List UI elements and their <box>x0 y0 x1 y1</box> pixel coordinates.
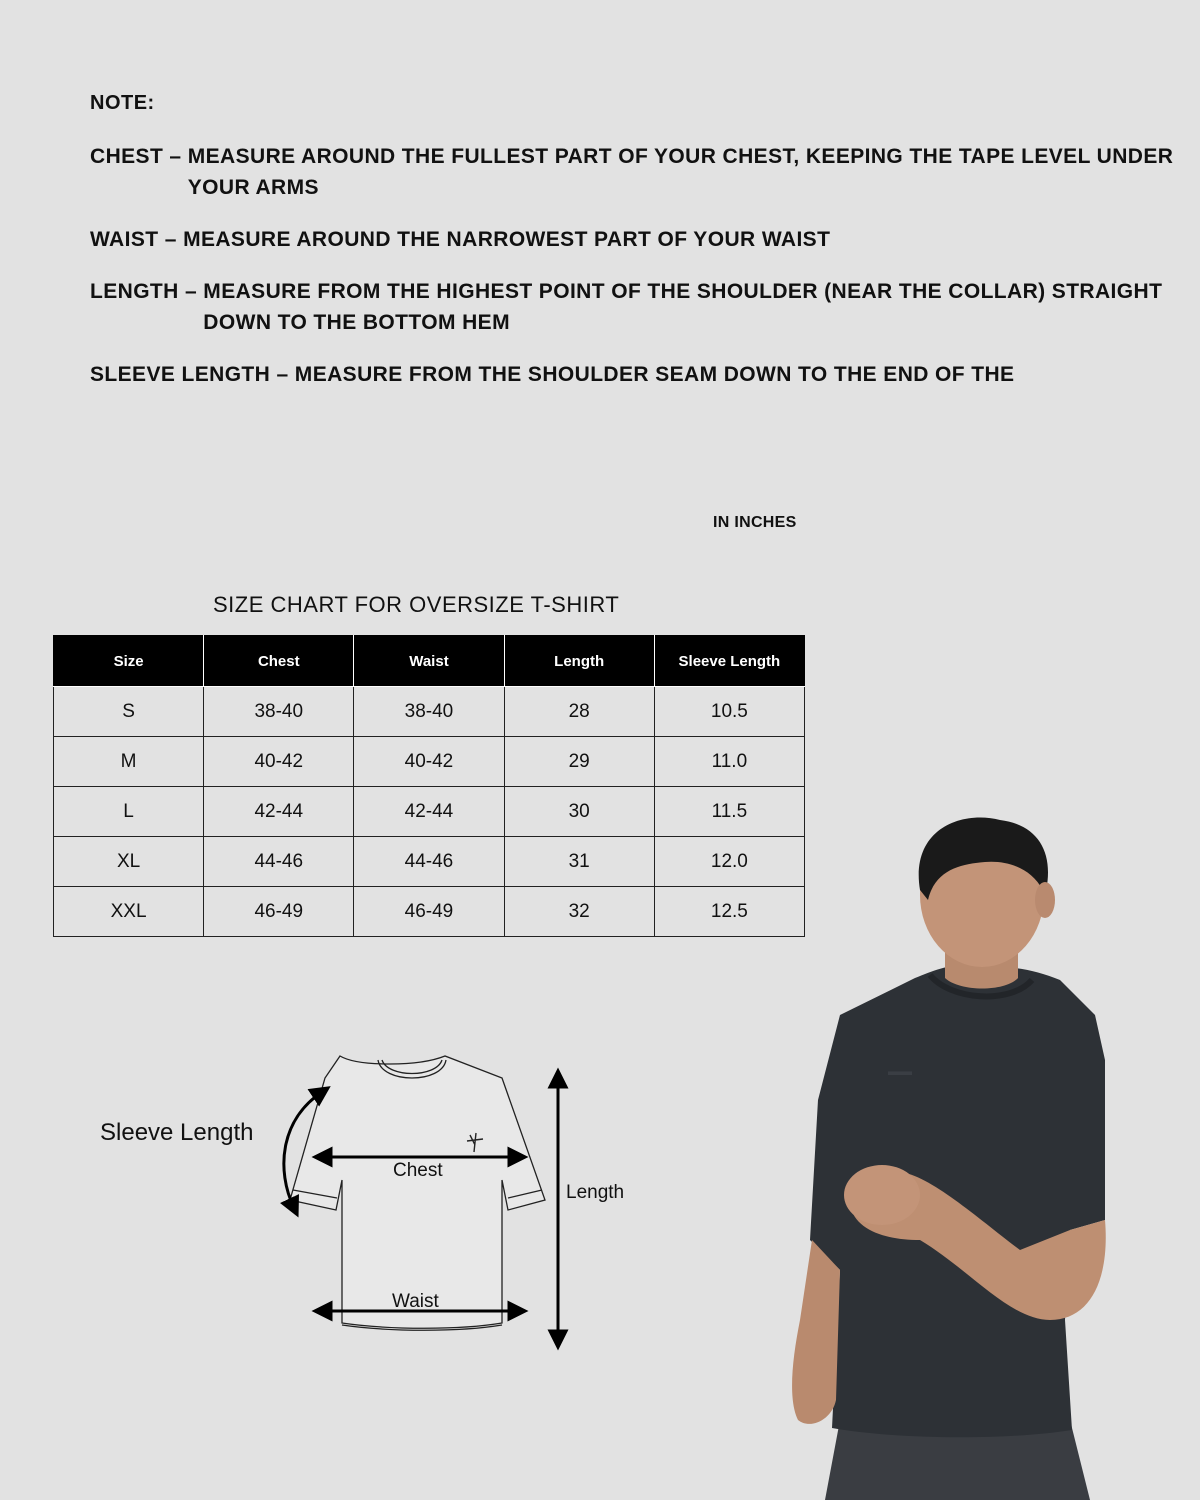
definition-term: SLEEVE LENGTH <box>90 363 271 386</box>
definition-list <box>90 141 1190 390</box>
table-row <box>54 887 805 937</box>
table-cell: M <box>54 737 204 787</box>
definition-description: MEASURE AROUND THE NARROWEST PART OF YOUR WAIST <box>183 228 831 251</box>
unit-label: IN INCHES <box>713 514 797 531</box>
table-cell: 46-49 <box>204 887 354 937</box>
table-row <box>54 837 805 887</box>
table-cell: S <box>54 687 204 737</box>
table-row <box>54 687 805 737</box>
table-header-row <box>54 636 805 687</box>
sleeve-length-label: Sleeve Length <box>100 1119 254 1146</box>
table-cell: L <box>54 787 204 837</box>
note-title: NOTE: <box>90 92 155 114</box>
measurement-notes <box>90 92 1190 411</box>
definition-separator: – <box>178 280 204 303</box>
table-cell: 12.5 <box>654 887 804 937</box>
definition-item <box>90 359 1190 390</box>
table-cell: 44-46 <box>204 837 354 887</box>
table-cell: 10.5 <box>654 687 804 737</box>
table-row <box>54 787 805 837</box>
table-cell: 40-42 <box>354 737 504 787</box>
table-cell: 38-40 <box>354 687 504 737</box>
model-photo <box>770 800 1200 1500</box>
definition-item <box>90 141 1190 203</box>
table-cell: 28 <box>504 687 654 737</box>
definition-item <box>90 276 1190 338</box>
tshirt-outline-icon <box>290 1056 545 1330</box>
table-header-cell: Length <box>504 636 654 687</box>
table-cell: 12.0 <box>654 837 804 887</box>
table-header-cell: Waist <box>354 636 504 687</box>
table-body <box>54 687 805 937</box>
table-cell: 11.5 <box>654 787 804 837</box>
svg-text:▬▬: ▬▬ <box>888 1064 912 1078</box>
table-cell: 46-49 <box>354 887 504 937</box>
definition-separator: – <box>163 145 188 168</box>
chest-label: Chest <box>393 1160 443 1181</box>
table-cell: 38-40 <box>204 687 354 737</box>
table-cell: 30 <box>504 787 654 837</box>
table-header-cell: Chest <box>204 636 354 687</box>
table-cell: 42-44 <box>204 787 354 837</box>
definition-description: MEASURE AROUND THE FULLEST PART OF YOUR CHEST, KEEPING THE TAPE LEVEL UNDER YOUR ARMS <box>187 145 1174 199</box>
definition-term: LENGTH <box>90 280 179 303</box>
chart-title: SIZE CHART FOR OVERSIZE T-SHIRT <box>213 592 620 617</box>
definition-description: MEASURE FROM THE HIGHEST POINT OF THE SHOULDER (NEAR THE COLLAR) STRAIGHT DOWN TO THE BOTTOM HEM <box>203 280 1163 334</box>
definition-separator: – <box>270 363 295 386</box>
table-cell: 40-42 <box>204 737 354 787</box>
definition-description: MEASURE FROM THE SHOULDER SEAM DOWN TO THE END OF THE <box>294 363 1015 386</box>
model-fist <box>844 1165 920 1225</box>
table-header-cell: Size <box>54 636 204 687</box>
table-cell: 11.0 <box>654 737 804 787</box>
table-cell: 42-44 <box>354 787 504 837</box>
table-cell: XXL <box>54 887 204 937</box>
table-cell: 32 <box>504 887 654 937</box>
table-cell: 44-46 <box>354 837 504 887</box>
table-cell: 29 <box>504 737 654 787</box>
size-table <box>53 635 805 937</box>
table-row <box>54 737 805 787</box>
tshirt-diagram <box>90 1040 670 1360</box>
table-cell: XL <box>54 837 204 887</box>
table-cell: 31 <box>504 837 654 887</box>
table-header-cell: Sleeve Length <box>654 636 804 687</box>
definition-separator: – <box>158 228 184 251</box>
definition-term: CHEST <box>90 145 164 168</box>
definition-item <box>90 224 1190 255</box>
definition-term: WAIST <box>90 228 159 251</box>
length-label: Length <box>566 1182 625 1203</box>
waist-label: Waist <box>392 1291 439 1312</box>
model-left-arm <box>792 1240 840 1424</box>
